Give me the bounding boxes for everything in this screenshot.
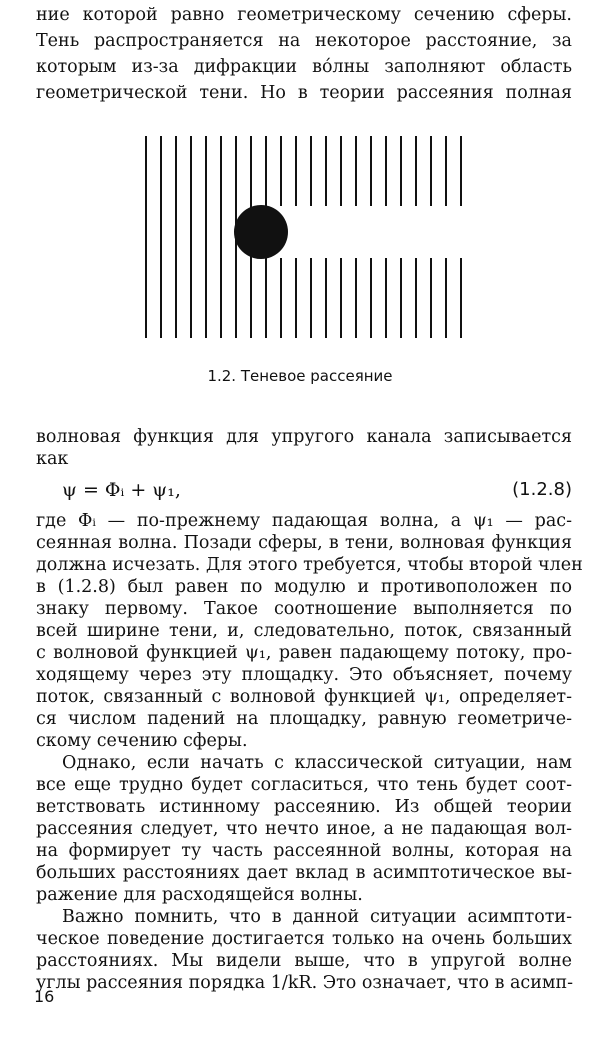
text-line: ся числом падений на площадку, равную геометриче- (36, 709, 572, 729)
text-line: Тень распространяется на некоторое расстояние, за (36, 31, 572, 51)
wavefront-lines (146, 136, 461, 338)
text-line: все еще трудно будет согласиться, что тень будет соот- (36, 775, 572, 795)
shadow-scattering-figure (140, 136, 470, 346)
text-line: с волновой функцией ψ₁, равен падающему потоку, про- (36, 643, 572, 663)
sphere-disk (234, 205, 288, 259)
equation-number: (1.2.8) (512, 479, 572, 500)
text-line: рассеяния следует, что нечто иное, а не падающая вол- (36, 819, 572, 839)
text-line: поток, связанный с волновой функцией ψ₁, определяет- (36, 687, 572, 707)
text-line: Однако, если начать с классической ситуации, нам (62, 753, 572, 773)
text-line: ветствовать истинному рассеянию. Из общей теории (36, 797, 572, 817)
text-line: ражение для расходящейся волны. (36, 885, 363, 905)
text-line: в (1.2.8) был равен по модулю и противоположен по (36, 577, 572, 597)
text-line: ческое поведение достигается только на очень больших (36, 929, 572, 949)
text-line: на формирует ту часть рассеянной волны, которая на (36, 841, 572, 861)
text-line: сеянная волна. Позади сферы, в тени, волновая функция (36, 533, 572, 553)
text-line: должна исчезать. Для этого требуется, чтобы второй член (36, 555, 583, 575)
text-line: углы рассеяния порядка 1/kR. Это означает, что в асимп- (36, 973, 574, 993)
figure-caption: 1.2. Теневое рассеяние (207, 367, 393, 385)
page-number: 16 (34, 987, 55, 1006)
text-line: всей ширине тени, и, следовательно, поток, связанный (36, 621, 572, 641)
text-line: Важно помнить, что в данной ситуации асимптоти- (62, 907, 572, 927)
text-line: расстояниях. Мы видели выше, что в упругой волне (36, 951, 572, 971)
text-line: геометрической тени. Но в теории рассеяния полная (36, 83, 572, 103)
text-line: ние которой равно геометрическому сечению сферы. (36, 5, 572, 25)
text-line: больших расстояниях дает вклад в асимптотическое вы- (36, 863, 572, 883)
text-line: волновая функция для упругого канала записывается (36, 427, 572, 447)
text-line: знаку первому. Такое соотношение выполняется по (36, 599, 572, 619)
text-line: скому сечению сферы. (36, 731, 248, 751)
text-line: которым из-за дифракции вóлны заполняют область (36, 57, 572, 77)
text-line: где Φᵢ — по-прежнему падающая волна, а ψ₁ — рас- (36, 511, 572, 531)
equation-formula: ψ = Φᵢ + ψ₁, (62, 479, 181, 501)
text-line: ходящему через эту площадку. Это объясняет, почему (36, 665, 572, 685)
text-line: как (36, 449, 69, 469)
